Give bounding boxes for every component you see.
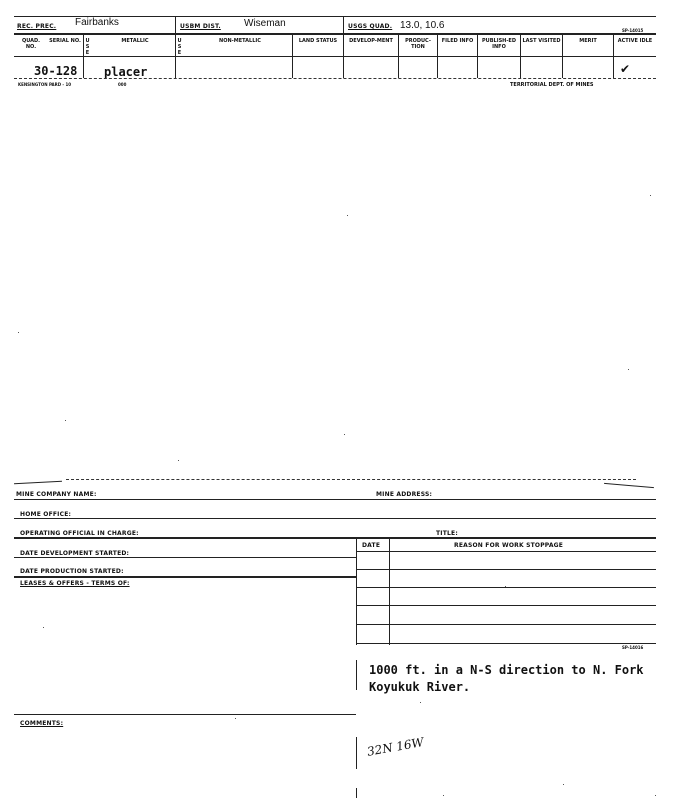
mine-address-label: MINE ADDRESS: (376, 491, 433, 498)
scan-speck (443, 795, 444, 796)
merit-header: MERIT (579, 38, 597, 44)
table-header-rule (356, 551, 656, 552)
back-form-number: SP-14016 (622, 645, 644, 650)
margin-line (356, 788, 357, 798)
header-rule-lower (14, 56, 656, 57)
col-divider (437, 34, 438, 78)
land-status-header: LAND STATUS (298, 38, 338, 44)
production-header: PRODUC-TION (405, 38, 431, 50)
scan-speck (655, 795, 656, 796)
use-header: U S E (177, 38, 182, 56)
row-rule (14, 499, 656, 500)
table-row-rule (356, 643, 656, 644)
scan-speck (43, 627, 44, 628)
col-divider (613, 34, 614, 78)
metallic-value: placer (104, 65, 148, 79)
quad-no-header: QUAD. NO. (21, 38, 41, 50)
printer-code: 000 (118, 82, 127, 87)
row-rule (14, 537, 656, 539)
active-idle-header: ACTIVE IDLE (617, 38, 653, 44)
scan-speck (563, 784, 564, 785)
table-left-border (356, 537, 357, 645)
reason-header: REASON FOR WORK STOPPAGE (454, 542, 564, 549)
scan-speck (18, 332, 19, 333)
scan-speck (628, 369, 629, 370)
notes-line-1: 1000 ft. in a N-S direction to N. Fork (369, 663, 644, 677)
development-started-label: DATE DEVELOPMENT STARTED: (20, 550, 130, 557)
row-bottom-dashed (14, 78, 656, 79)
scan-speck (178, 460, 179, 461)
published-info-header: PUBLISH-ED INFO (481, 38, 516, 50)
metallic-header: METALLIC (121, 38, 149, 44)
card-edge (14, 481, 62, 485)
use-header: U S E (85, 38, 90, 56)
card-top-dashed (66, 479, 636, 480)
active-check-icon: ✔ (620, 62, 631, 76)
scan-speck (65, 420, 66, 421)
row-rule (14, 518, 656, 519)
scan-speck (420, 702, 421, 703)
production-started-label: DATE PRODUCTION STARTED: (20, 568, 124, 575)
col-divider (83, 34, 84, 78)
form-number: SP-14015 (622, 28, 644, 33)
usbm-dist-label: USBM DIST. (180, 23, 221, 30)
col-divider (477, 34, 478, 78)
development-header: DEVELOP-MENT (349, 38, 393, 44)
operating-official-label: OPERATING OFFICIAL IN CHARGE: (20, 530, 139, 537)
printer-mark: KENSINGTON PARD - 10 (18, 82, 72, 87)
scan-speck (344, 434, 345, 435)
title-label: TITLE: (436, 530, 458, 537)
notes-line-2: Koyukuk River. (369, 680, 471, 694)
table-row-rule (356, 624, 656, 625)
row-rule (14, 557, 356, 558)
rec-prec-value: Fairbanks (75, 17, 119, 28)
usgs-quad-value: 13.0, 10.6 (400, 20, 445, 31)
row-rule (14, 576, 356, 578)
date-header: DATE (362, 542, 381, 549)
filed-info-header: FILED INFO (441, 38, 474, 44)
table-row-rule (356, 587, 656, 588)
leases-label: LEASES & OFFERS - TERMS OF: (20, 580, 130, 587)
col-divider (398, 34, 399, 78)
scan-speck (235, 718, 236, 719)
table-row-rule (356, 569, 656, 570)
card-edge (604, 483, 654, 488)
col-divider (175, 16, 176, 78)
serial-no-header: SERIAL NO. (49, 38, 81, 44)
non-metallic-header: NON-METALLIC (219, 38, 261, 44)
table-col-divider (389, 537, 390, 645)
scan-speck (347, 215, 348, 216)
scan-speck (650, 195, 651, 196)
rec-prec-label: REC. PREC. (17, 23, 57, 30)
comments-top-rule (14, 714, 356, 715)
margin-line (356, 660, 357, 690)
quad-serial-value: 30-128 (34, 64, 78, 78)
usbm-dist-value: Wiseman (244, 18, 286, 29)
mine-company-name-label: MINE COMPANY NAME: (16, 491, 97, 498)
col-divider (292, 34, 293, 78)
table-row-rule (356, 605, 656, 606)
col-divider (343, 16, 344, 78)
last-visited-header: LAST VISITED (522, 38, 561, 44)
margin-line (356, 737, 357, 769)
header-rule (14, 33, 656, 35)
comments-label: COMMENTS: (20, 720, 64, 727)
territorial-dept-label: TERRITORIAL DEPT. OF MINES (510, 82, 594, 88)
usgs-quad-label: USGS QUAD. (348, 23, 393, 30)
home-office-label: HOME OFFICE: (20, 511, 72, 518)
handwritten-note: 32N 16W (366, 735, 425, 759)
col-divider (562, 34, 563, 78)
col-divider (520, 34, 521, 78)
